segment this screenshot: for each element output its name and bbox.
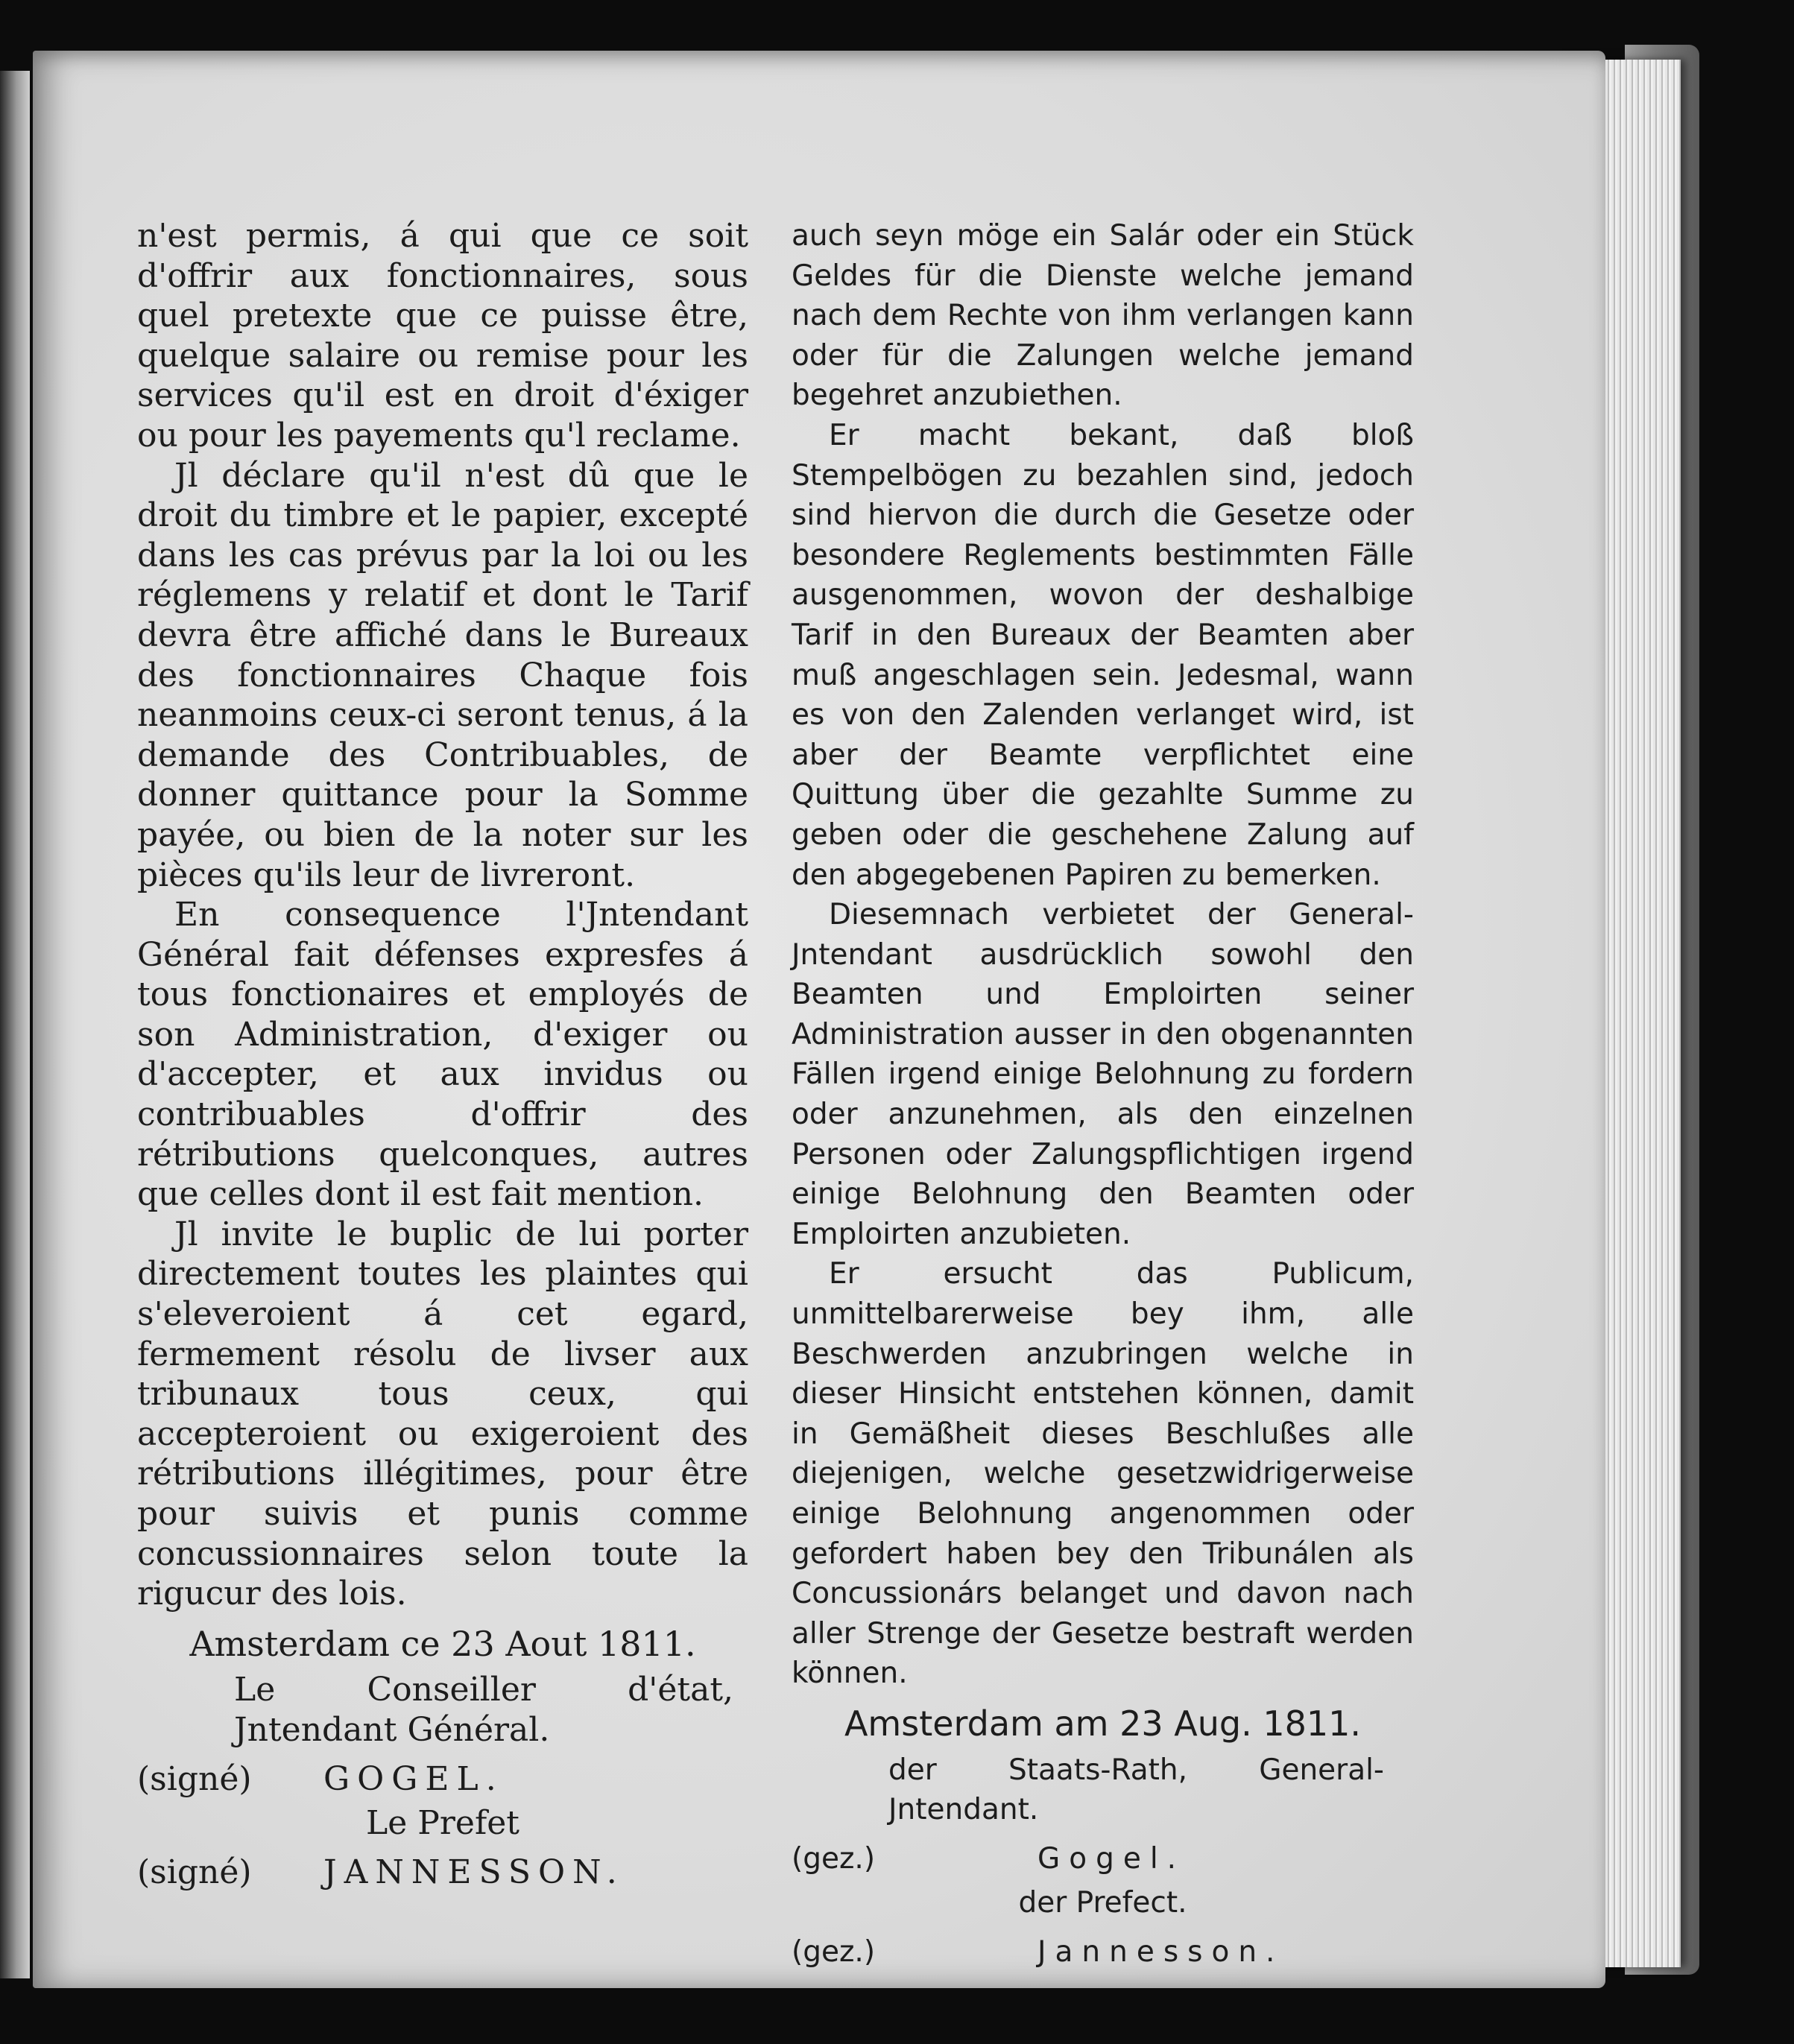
adjacent-page-edge bbox=[0, 71, 30, 1978]
german-signature-name-2: Jannesson. bbox=[1037, 1934, 1284, 1969]
french-official-title: Le Conseiller d'état, Jntendant Général. bbox=[234, 1671, 733, 1749]
german-place-date: Amsterdam am 23 Aug. 1811. bbox=[844, 1703, 1362, 1744]
german-official-title: der Staats-Rath, General-Jntendant. bbox=[888, 1753, 1384, 1827]
german-paragraph-4: Er ersucht das Publicum, unmittelbarerweise bey ihm, alle Beschwerden anzubringen welche in dieser Hinsicht entstehen können, damit in Gemäßheit dieses Beschlußes alle diejenigen, welche gesetzwidrigerweise einige Belohnung angenommen oder gefordert haben bey den Tribunálen als Concussionárs belanget und davon nach aller Strenge der Gesetze bestraft werden können. bbox=[792, 1257, 1414, 1691]
french-column bbox=[137, 216, 748, 1892]
german-signature-name-1: Gogel. bbox=[1037, 1841, 1186, 1876]
french-signature-mark-1: (signé) bbox=[137, 1759, 252, 1798]
german-prefect-label: der Prefect. bbox=[1018, 1886, 1187, 1920]
french-prefect-label: Le Prefet bbox=[366, 1804, 519, 1843]
french-paragraph-3: En consequence l'Jntendant Général fait défenses expresfes á tous fonctionaires et employés de son Administration, d'exiger ou d'accepter, et aux invidus ou contribuables d'offrir des rétributions quelconques, autres que celles dont il est fait mention. bbox=[137, 896, 748, 1214]
french-place-date: Amsterdam ce 23 Aout 1811. bbox=[189, 1623, 696, 1664]
german-column bbox=[792, 216, 1414, 1972]
german-signature-mark-2: (gez.) bbox=[792, 1934, 876, 1969]
german-signature-gogel bbox=[792, 1839, 1414, 1879]
german-paragraph-1: auch seyn möge ein Salár oder ein Stück Geldes für die Dienste welche jemand nach dem Rechte von ihm verlangen kann oder für die Zalungen welche jemand begehret anzubiethen. bbox=[792, 219, 1414, 413]
german-signature-jannesson bbox=[792, 1932, 1414, 1972]
french-signature-mark-2: (signé) bbox=[137, 1852, 252, 1891]
french-paragraph-2: Jl déclare qu'il n'est dû que le droit du timbre et le papier, excepté dans les cas prévus par la loi ou les réglemens y relatif et dont le Tarif devra être affiché dans le Bureaux des fonctionnaires Chaque fois neanmoins ceux-ci seront tenus, á la demande des Contribuables, de donner quittance pour la Somme payée, ou bien de la noter sur les pièces qu'ils leur de livreront. bbox=[137, 456, 748, 894]
book-page bbox=[33, 51, 1605, 1988]
french-paragraph-4: Jl invite le buplic de lui porter directement toutes les plaintes qui s'eleveroient á cet egard, fermement résolu de livser aux tribunaux tous ceux, qui accepteroient ou exigeroient des rétributions illégitimes, pour être pour suivis et punis comme concussionnaires selon toute la rigucur des lois. bbox=[137, 1215, 748, 1613]
german-paragraph-2: Er macht bekant, daß bloß Stempelbögen zu bezahlen sind, jedoch sind hiervon die durch die Gesetze oder besondere Reglements bestimmten Fälle ausgenommen, wovon der deshalbige Tarif in den Bureaux der Beamten aber muß angeschlagen sein. Jedesmal, wann es von den Zalenden verlanget wird, ist aber der Beamte verpflichtet eine Quittung über die gezahlte Summe zu geben oder die geschehene Zalung auf den abgegebenen Papiren zu bemerken. bbox=[792, 418, 1414, 892]
french-paragraph-1: n'est permis, á qui que ce soit d'offrir aux fonctionnaires, sous quel pretexte que ce puisse être, quelque salaire ou remise pour les services qu'il est en droit d'éxiger ou pour les payements qu'l reclame. bbox=[137, 217, 748, 455]
german-paragraph-3: Diesemnach verbietet der General-Jntendant ausdrücklich sowohl den Beamten und Emploirten seiner Administration ausser in den obgenannten Fällen irgend einige Belohnung zu fordern oder anzunehmen, als den einzelnen Personen oder Zalungspflichtigen irgend einige Belohnung den Beamten oder Emploirten anzubieten. bbox=[792, 898, 1414, 1251]
french-signature-name-2: JANNESSON. bbox=[323, 1852, 625, 1891]
french-signature-gogel bbox=[137, 1759, 748, 1800]
french-signature-jannesson bbox=[137, 1852, 748, 1893]
french-signature-name-1: GOGEL. bbox=[323, 1759, 504, 1798]
german-signature-mark-1: (gez.) bbox=[792, 1841, 876, 1876]
